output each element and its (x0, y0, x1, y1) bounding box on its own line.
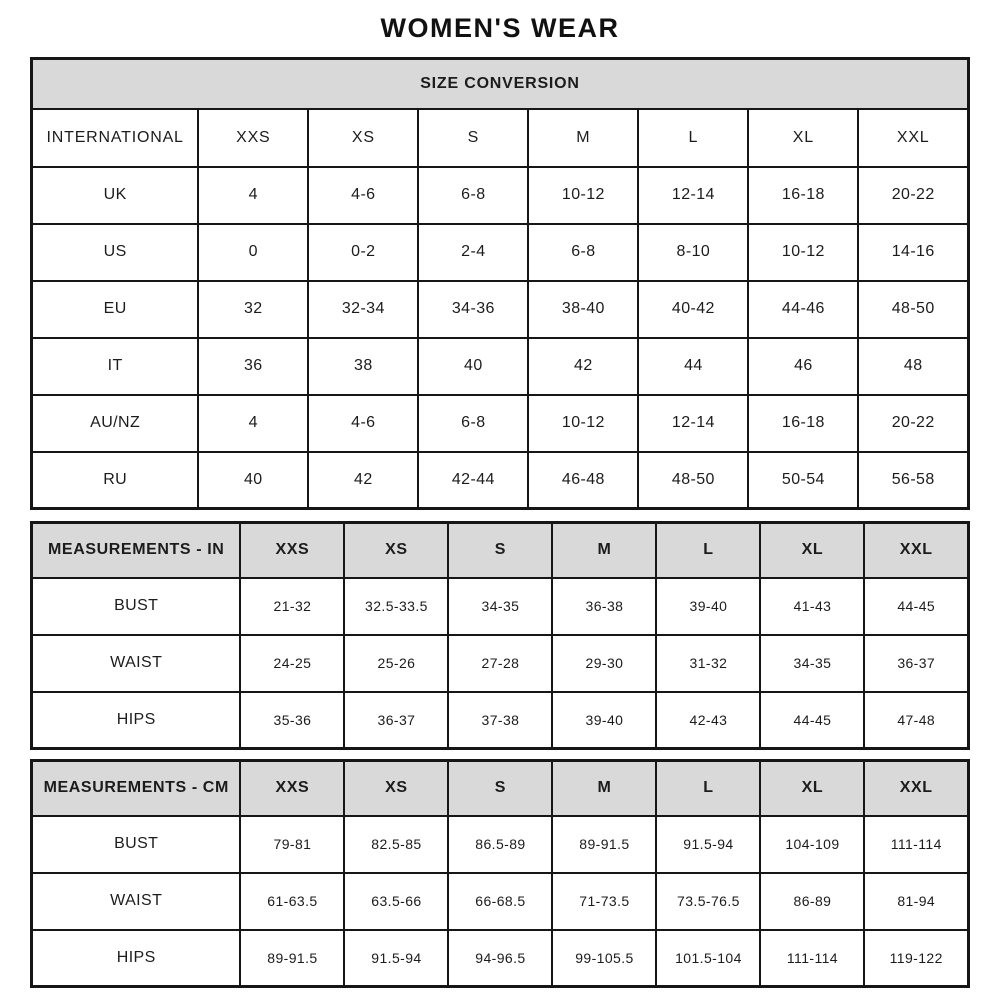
value-cell: 20-22 (858, 395, 968, 452)
row-label-cell: BUST (32, 578, 241, 635)
value-cell: 47-48 (864, 692, 968, 749)
row-label-cell: IT (32, 338, 199, 395)
column-header-cell: XXL (864, 761, 968, 816)
value-cell: 39-40 (552, 692, 656, 749)
table-row (32, 338, 969, 395)
value-cell: 27-28 (448, 635, 552, 692)
table-row (32, 578, 969, 635)
value-cell: 4-6 (308, 167, 418, 224)
value-cell: 6-8 (528, 224, 638, 281)
value-cell: 56-58 (858, 452, 968, 509)
value-cell: 104-109 (760, 816, 864, 873)
value-cell: 73.5-76.5 (656, 873, 760, 930)
table-row (32, 816, 969, 873)
value-cell: 29-30 (552, 635, 656, 692)
value-cell: 14-16 (858, 224, 968, 281)
value-cell: 46-48 (528, 452, 638, 509)
column-header-cell: XL (760, 523, 864, 578)
value-cell: 36-38 (552, 578, 656, 635)
value-cell: 89-91.5 (552, 816, 656, 873)
value-cell: 36-37 (344, 692, 448, 749)
table-row (32, 167, 969, 224)
table-row (32, 281, 969, 338)
value-cell: 42 (528, 338, 638, 395)
column-header-cell: XXL (864, 523, 968, 578)
column-header-row (32, 523, 969, 578)
value-cell: 48 (858, 338, 968, 395)
value-cell: 40 (198, 452, 308, 509)
page-title: WOMEN'S WEAR (380, 13, 620, 43)
value-cell: 61-63.5 (240, 873, 344, 930)
value-cell: 111-114 (864, 816, 968, 873)
value-cell: 48-50 (638, 452, 748, 509)
value-cell: 111-114 (760, 930, 864, 987)
value-cell: 12-14 (638, 395, 748, 452)
column-header-cell: XL (760, 761, 864, 816)
value-cell: 71-73.5 (552, 873, 656, 930)
column-header-cell: L (656, 523, 760, 578)
column-header-cell: XXL (858, 109, 968, 167)
value-cell: 4 (198, 167, 308, 224)
column-header-cell: XS (308, 109, 418, 167)
value-cell: 50-54 (748, 452, 858, 509)
value-cell: 101.5-104 (656, 930, 760, 987)
column-header-cell: S (418, 109, 528, 167)
value-cell: 10-12 (748, 224, 858, 281)
value-cell: 99-105.5 (552, 930, 656, 987)
value-cell: 44-45 (760, 692, 864, 749)
value-cell: 42-44 (418, 452, 528, 509)
table-row (32, 873, 969, 930)
value-cell: 44-45 (864, 578, 968, 635)
value-cell: 66-68.5 (448, 873, 552, 930)
value-cell: 89-91.5 (240, 930, 344, 987)
size-conversion-table (30, 57, 970, 510)
value-cell: 12-14 (638, 167, 748, 224)
value-cell: 24-25 (240, 635, 344, 692)
value-cell: 38 (308, 338, 418, 395)
value-cell: 34-36 (418, 281, 528, 338)
row-label-cell: AU/NZ (32, 395, 199, 452)
column-header-cell: XS (344, 523, 448, 578)
column-header-cell: XXS (240, 761, 344, 816)
value-cell: 34-35 (760, 635, 864, 692)
row-label-cell: WAIST (32, 873, 241, 930)
row-label-cell: HIPS (32, 930, 241, 987)
row-group-header-cell: MEASUREMENTS - CM (32, 761, 241, 816)
value-cell: 39-40 (656, 578, 760, 635)
column-header-cell: M (552, 761, 656, 816)
value-cell: 0 (198, 224, 308, 281)
value-cell: 21-32 (240, 578, 344, 635)
row-label-cell: UK (32, 167, 199, 224)
value-cell: 119-122 (864, 930, 968, 987)
measurements-in-table (30, 521, 970, 750)
value-cell: 81-94 (864, 873, 968, 930)
measurements-cm-table (30, 759, 970, 988)
value-cell: 40 (418, 338, 528, 395)
row-label-cell: EU (32, 281, 199, 338)
value-cell: 8-10 (638, 224, 748, 281)
value-cell: 91.5-94 (344, 930, 448, 987)
table-row (32, 452, 969, 509)
value-cell: 2-4 (418, 224, 528, 281)
table-title-cell: SIZE CONVERSION (32, 59, 969, 109)
column-header-cell: XS (344, 761, 448, 816)
value-cell: 40-42 (638, 281, 748, 338)
value-cell: 32-34 (308, 281, 418, 338)
row-label-cell: RU (32, 452, 199, 509)
table-row (32, 395, 969, 452)
column-header-cell: S (448, 761, 552, 816)
value-cell: 63.5-66 (344, 873, 448, 930)
table-caption-row (32, 59, 969, 109)
value-cell: 46 (748, 338, 858, 395)
value-cell: 42-43 (656, 692, 760, 749)
value-cell: 36-37 (864, 635, 968, 692)
value-cell: 42 (308, 452, 418, 509)
value-cell: 86.5-89 (448, 816, 552, 873)
value-cell: 25-26 (344, 635, 448, 692)
value-cell: 6-8 (418, 395, 528, 452)
value-cell: 0-2 (308, 224, 418, 281)
column-header-cell: M (552, 523, 656, 578)
column-header-cell: L (638, 109, 748, 167)
value-cell: 10-12 (528, 395, 638, 452)
column-header-cell: XXS (240, 523, 344, 578)
row-label-cell: US (32, 224, 199, 281)
value-cell: 79-81 (240, 816, 344, 873)
row-label-cell: HIPS (32, 692, 241, 749)
row-label-cell: WAIST (32, 635, 241, 692)
column-header-cell: L (656, 761, 760, 816)
value-cell: 94-96.5 (448, 930, 552, 987)
column-header-row (32, 109, 969, 167)
column-header-row (32, 761, 969, 816)
table-row (32, 224, 969, 281)
table-row (32, 930, 969, 987)
value-cell: 91.5-94 (656, 816, 760, 873)
table-row (32, 635, 969, 692)
value-cell: 34-35 (448, 578, 552, 635)
column-header-cell: XXS (198, 109, 308, 167)
value-cell: 48-50 (858, 281, 968, 338)
value-cell: 4 (198, 395, 308, 452)
value-cell: 10-12 (528, 167, 638, 224)
row-label-cell: BUST (32, 816, 241, 873)
value-cell: 20-22 (858, 167, 968, 224)
value-cell: 16-18 (748, 395, 858, 452)
value-cell: 41-43 (760, 578, 864, 635)
value-cell: 37-38 (448, 692, 552, 749)
value-cell: 16-18 (748, 167, 858, 224)
value-cell: 38-40 (528, 281, 638, 338)
value-cell: 31-32 (656, 635, 760, 692)
value-cell: 32 (198, 281, 308, 338)
column-header-cell: M (528, 109, 638, 167)
row-group-header-cell: MEASUREMENTS - IN (32, 523, 241, 578)
value-cell: 6-8 (418, 167, 528, 224)
row-group-header-cell: INTERNATIONAL (32, 109, 199, 167)
value-cell: 4-6 (308, 395, 418, 452)
value-cell: 32.5-33.5 (344, 578, 448, 635)
table-row (32, 692, 969, 749)
value-cell: 86-89 (760, 873, 864, 930)
value-cell: 36 (198, 338, 308, 395)
value-cell: 44 (638, 338, 748, 395)
value-cell: 82.5-85 (344, 816, 448, 873)
column-header-cell: XL (748, 109, 858, 167)
column-header-cell: S (448, 523, 552, 578)
value-cell: 35-36 (240, 692, 344, 749)
value-cell: 44-46 (748, 281, 858, 338)
